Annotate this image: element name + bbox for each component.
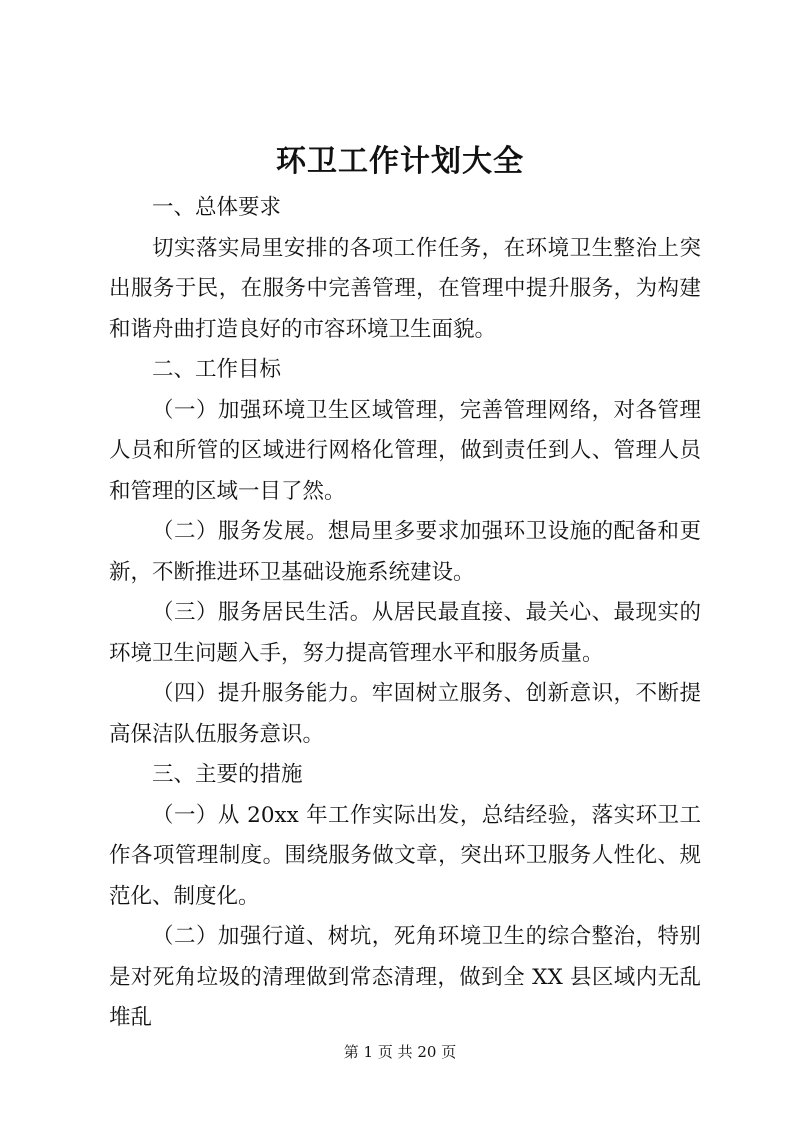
document-body	[109, 188, 701, 1039]
paragraph: （四）提升服务能力。牢固树立服务、创新意识，不断提高保洁队伍服务意识。	[109, 681, 701, 747]
paragraph: （二）服务发展。想局里多要求加强环卫设施的配备和更新，不断推进环卫基础设施系统建设。	[109, 519, 701, 585]
document-title: 环卫工作计划大全	[276, 144, 524, 179]
paragraph: （一）加强环境卫生区域管理，完善管理网络，对各管理人员和所管的区域进行网格化管理，做到责任到人、管理人员和管理的区域一目了然。	[109, 397, 701, 504]
section-heading: 二、工作目标	[152, 357, 282, 382]
page-number-footer: 第 1 页 共 20 页	[343, 1043, 457, 1061]
paragraph: （三）服务居民生活。从居民最直接、最关心、最现实的环境卫生问题入手，努力提高管理水平和服务质量。	[109, 600, 701, 666]
paragraph: （二）加强行道、树坑，死角环境卫生的综合整治，特别是对死角垃圾的清理做到常态清理，做到全 XX 县区域内无乱堆乱	[109, 924, 701, 1030]
paragraph: 切实落实局里安排的各项工作任务，在环境卫生整治上突出服务于民，在服务中完善管理，在管理中提升服务，为构建和谐舟曲打造良好的市容环境卫生面貌。	[109, 235, 701, 342]
paragraph: （一）从 20xx 年工作实际出发，总结经验，落实环卫工作各项管理制度。围绕服务做文章，突出环卫服务人性化、规范化、制度化。	[109, 802, 701, 909]
section-heading: 一、总体要求	[152, 195, 282, 220]
section-heading: 三、主要的措施	[152, 762, 303, 787]
